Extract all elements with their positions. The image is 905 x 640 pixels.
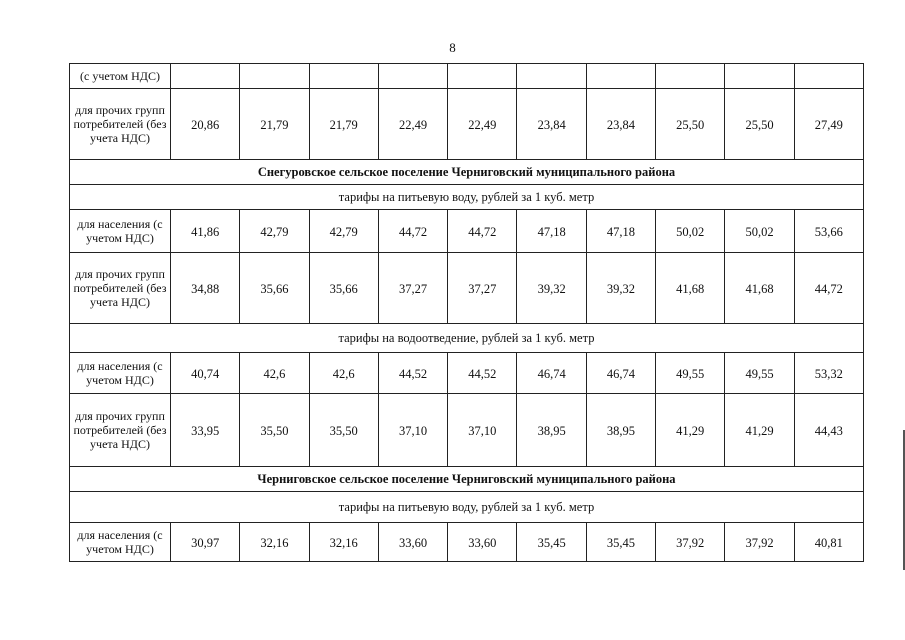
table-cell: 38,95	[587, 394, 656, 466]
table-row	[70, 394, 864, 467]
page-number: 8	[449, 40, 456, 55]
table-row	[70, 253, 864, 324]
table-cell: 37,10	[379, 394, 448, 466]
table-cell: 42,79	[310, 210, 379, 252]
table-cell: 49,55	[656, 353, 725, 393]
table-row	[70, 210, 864, 253]
section-title-row	[70, 467, 864, 492]
table-cell: 37,27	[448, 253, 517, 323]
table-cell: 35,45	[587, 523, 656, 561]
tariff-table	[69, 63, 864, 562]
table-cell: 53,32	[795, 353, 864, 393]
table-cell: 47,18	[517, 210, 586, 252]
table-cell: 35,66	[310, 253, 379, 323]
table-cell: 42,79	[240, 210, 309, 252]
table-cell: 41,86	[171, 210, 240, 252]
table-cell: 27,49	[795, 89, 864, 159]
table-cell: 40,74	[171, 353, 240, 393]
table-cell: 33,60	[448, 523, 517, 561]
row-label: (с учетом НДС)	[70, 64, 171, 88]
section-title: Снегуровское сельское поселение Черниговский муниципального района	[70, 160, 864, 184]
table-cell: 23,84	[587, 89, 656, 159]
table-cell: 37,10	[448, 394, 517, 466]
table-cell	[171, 64, 240, 88]
table-cell: 41,29	[656, 394, 725, 466]
row-label: для населения (с учетом НДС)	[70, 353, 171, 393]
tariff-subheader: тарифы на питьевую воду, рублей за 1 куб. метр	[70, 492, 864, 522]
table-cell: 20,86	[171, 89, 240, 159]
table-cell: 50,02	[725, 210, 794, 252]
section-title: Черниговское сельское поселение Черниговский муниципального района	[70, 467, 864, 491]
table-cell: 34,88	[171, 253, 240, 323]
table-cell: 46,74	[587, 353, 656, 393]
table-cell: 42,6	[310, 353, 379, 393]
table-cell: 35,50	[240, 394, 309, 466]
table-cell	[448, 64, 517, 88]
table-cell	[795, 64, 864, 88]
table-cell	[379, 64, 448, 88]
table-cell: 53,66	[795, 210, 864, 252]
table-cell: 39,32	[587, 253, 656, 323]
table-cell: 41,68	[725, 253, 794, 323]
subheader-row	[70, 324, 864, 353]
table-cell: 30,97	[171, 523, 240, 561]
table-cell: 23,84	[517, 89, 586, 159]
table-cell: 21,79	[240, 89, 309, 159]
table-cell: 32,16	[240, 523, 309, 561]
table-cell: 21,79	[310, 89, 379, 159]
table-cell: 32,16	[310, 523, 379, 561]
row-label: для прочих групп потребителей (без учета НДС)	[70, 394, 171, 466]
row-label: для прочих групп потребителей (без учета НДС)	[70, 253, 171, 323]
table-row	[70, 64, 864, 89]
table-cell: 37,27	[379, 253, 448, 323]
table-row	[70, 353, 864, 394]
table-cell: 40,81	[795, 523, 864, 561]
table-cell: 35,45	[517, 523, 586, 561]
table-cell: 44,72	[379, 210, 448, 252]
table-cell	[310, 64, 379, 88]
tariff-subheader: тарифы на питьевую воду, рублей за 1 куб. метр	[70, 185, 864, 209]
table-row	[70, 523, 864, 562]
table-cell: 25,50	[725, 89, 794, 159]
table-cell: 38,95	[517, 394, 586, 466]
table-cell	[240, 64, 309, 88]
table-cell: 50,02	[656, 210, 725, 252]
table-cell: 44,43	[795, 394, 864, 466]
section-title-row	[70, 160, 864, 185]
table-cell	[656, 64, 725, 88]
table-cell: 33,95	[171, 394, 240, 466]
row-label: для населения (с учетом НДС)	[70, 523, 171, 561]
subheader-row	[70, 185, 864, 210]
table-cell: 47,18	[587, 210, 656, 252]
table-cell: 35,50	[310, 394, 379, 466]
table-cell: 49,55	[725, 353, 794, 393]
table-cell: 46,74	[517, 353, 586, 393]
table-row	[70, 89, 864, 160]
table-cell: 41,29	[725, 394, 794, 466]
subheader-row	[70, 492, 864, 523]
table-cell: 42,6	[240, 353, 309, 393]
row-label: для прочих групп потребителей (без учета НДС)	[70, 89, 171, 159]
table-cell: 37,92	[725, 523, 794, 561]
table-cell: 25,50	[656, 89, 725, 159]
row-label: для населения (с учетом НДС)	[70, 210, 171, 252]
table-cell: 44,52	[379, 353, 448, 393]
table-cell	[587, 64, 656, 88]
table-cell: 41,68	[656, 253, 725, 323]
table-cell: 37,92	[656, 523, 725, 561]
table-cell: 33,60	[379, 523, 448, 561]
tariff-subheader: тарифы на водоотведение, рублей за 1 куб. метр	[70, 324, 864, 352]
table-cell: 44,72	[795, 253, 864, 323]
table-cell: 35,66	[240, 253, 309, 323]
table-cell: 44,72	[448, 210, 517, 252]
table-cell	[517, 64, 586, 88]
table-cell: 22,49	[448, 89, 517, 159]
table-cell: 22,49	[379, 89, 448, 159]
table-cell: 39,32	[517, 253, 586, 323]
table-cell: 44,52	[448, 353, 517, 393]
table-cell	[725, 64, 794, 88]
